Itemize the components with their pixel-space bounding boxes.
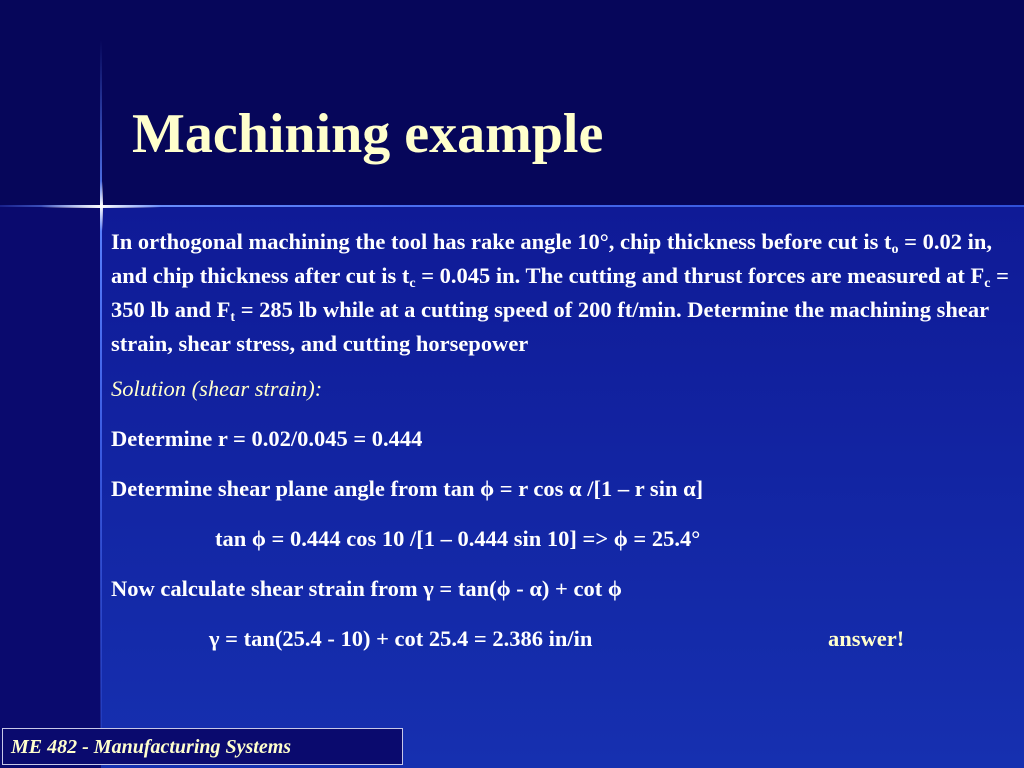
subscript-o: o — [891, 242, 899, 257]
step-ratio: Determine r = 0.02/0.045 = 0.444 — [111, 426, 423, 451]
answer-label: answer! — [828, 626, 905, 651]
subscript-c: c — [409, 276, 416, 291]
subscript-ft: t — [230, 310, 236, 325]
subscript-fc: c — [984, 276, 991, 291]
problem-text-1: In orthogonal machining the tool has rake angle 10°, chip thickness before cut is t — [111, 229, 892, 254]
problem-text-4: = 350 lb and F — [111, 263, 1009, 322]
slide-body — [111, 225, 1016, 656]
decorative-vertical-line — [100, 40, 102, 730]
slide-title: Machining example — [132, 103, 604, 165]
solution-heading: Solution (shear strain): — [111, 376, 323, 401]
step-shear-strain-value — [111, 622, 1016, 656]
course-footer: ME 482 - Manufacturing Systems — [2, 728, 403, 765]
problem-text-3: = 0.045 in. The cutting and thrust forces are measured at F — [415, 263, 985, 288]
problem-text-2: = 0.02 in, and chip thickness after cut is t — [111, 229, 992, 288]
shear-strain-result: γ = tan(25.4 - 10) + cot 25.4 = 2.386 in/in — [209, 626, 593, 651]
step-shear-strain-formula: Now calculate shear strain from γ = tan(ϕ - α) + cot ϕ — [111, 576, 622, 601]
step-shear-angle-value: tan ϕ = 0.444 cos 10 /[1 – 0.444 sin 10] => ϕ = 25.4° — [215, 526, 701, 551]
problem-text-5: = 285 lb while at a cutting speed of 200 ft/min. Determine the machining shear strain, shear stress, and cutting horsepower — [111, 297, 989, 356]
sparkle-vertical — [100, 181, 103, 231]
step-shear-angle-formula: Determine shear plane angle from tan ϕ = r cos α /[1 – r sin α] — [111, 476, 704, 501]
problem-statement — [111, 225, 1016, 361]
